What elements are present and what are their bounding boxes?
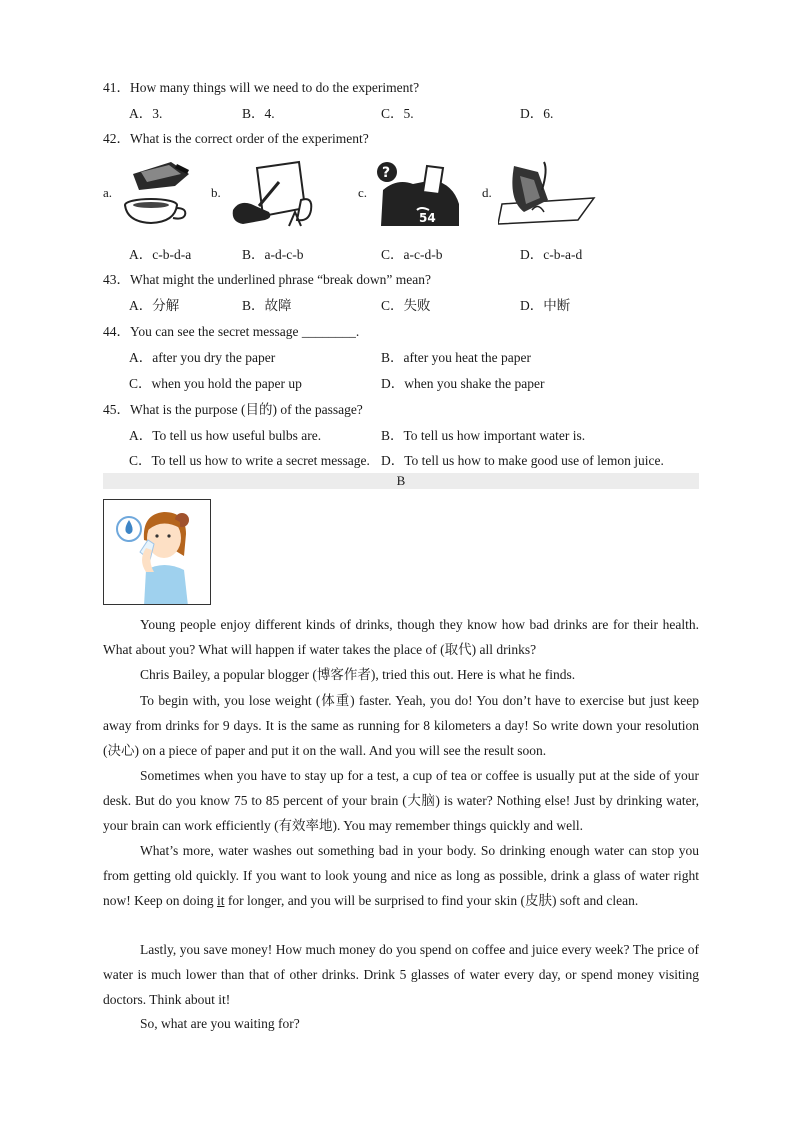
question-43-stem: 43．What might the underlined phrase “break down” mean?: [103, 272, 432, 287]
paper-over-flame-icon: [498, 160, 602, 228]
passage-paragraph-5: [103, 838, 699, 913]
person-with-question-mark-icon: [373, 160, 465, 228]
q42-picture-label-b: b.: [211, 185, 221, 200]
svg-text:?: ?: [382, 165, 391, 181]
q44-option-c[interactable]: C．when you hold the paper up: [129, 376, 302, 391]
q41-option-b[interactable]: B．4.: [242, 106, 275, 121]
q43-option-a[interactable]: A．分解: [129, 298, 180, 313]
q42-option-d[interactable]: D．c-b-a-d: [520, 247, 583, 262]
svg-text:54: 54: [419, 211, 436, 225]
q43-option-b[interactable]: B．故障: [242, 298, 292, 313]
passage-paragraph-7: So, what are you waiting for?: [140, 1016, 300, 1031]
question-45-stem: 45．What is the purpose (目的) of the passage?: [103, 402, 363, 417]
q43-option-c[interactable]: C．失败: [381, 298, 431, 313]
question-42-stem: 42．What is the correct order of the experiment?: [103, 131, 369, 146]
q44-option-b[interactable]: B．after you heat the paper: [381, 350, 531, 365]
question-44-stem: 44．You can see the secret message ________.: [103, 324, 360, 339]
passage-paragraph-4: Sometimes when you have to stay up for a test, a cup of tea or coffee is usually put at the side of your desk. But do you know 75 to 85 percent of your brain (大脑) is water? Nothing else! Just by drinking water, your brain can work efficiently (有效率地). You may remember things quickly and well.: [103, 768, 699, 833]
passage-paragraph-3: To begin with, you lose weight (体重) faster. Yeah, you do! You don’t have to exercise but just keep away from drinks for 9 days. It is the same as running for 8 kilometers a day! So write down your resolution (决心) on a piece of paper and put it on the wall. And you will see the result soon.: [103, 693, 699, 758]
section-b-header: B: [103, 473, 699, 489]
q44-option-a[interactable]: A．after you dry the paper: [129, 350, 276, 365]
paragraph-5-text-before: What’s more, water washes out something bad in your body. So drinking enough water can stop you from getting old quickly. If you want to look young and nice as long as possible, drink a glass of water right now! Keep on doing: [103, 843, 699, 908]
q45-option-b[interactable]: B．To tell us how important water is.: [381, 428, 586, 443]
passage-paragraph-6: Lastly, you save money! How much money do you spend on coffee and juice every week? The price of water is much lower than that of other drinks. Drink 5 glasses of water every day, or spend money visiting doctors. Think about it!: [103, 942, 699, 1007]
q42-picture-label-d: d.: [482, 185, 492, 200]
q41-option-a[interactable]: A．3.: [129, 106, 163, 121]
q41-option-c[interactable]: C．5.: [381, 106, 414, 121]
q42-picture-label-c: c.: [358, 185, 368, 200]
cup-with-paper-icon: [119, 160, 195, 228]
q42-option-c[interactable]: C．a-c-d-b: [381, 247, 443, 262]
paragraph-5-text-after: for longer, and you will be surprised to find your skin (皮肤) soft and clean.: [224, 893, 639, 908]
q43-option-d[interactable]: D．中断: [520, 298, 571, 313]
q42-picture-label-a: a.: [103, 185, 113, 200]
q45-option-c[interactable]: C．To tell us how to write a secret message.: [129, 453, 370, 468]
q45-option-d[interactable]: D．To tell us how to make good use of lemon juice.: [381, 453, 664, 468]
underlined-word-it: it: [216, 893, 225, 908]
q41-option-d[interactable]: D．6.: [520, 106, 554, 121]
hand-with-brush-and-paper-icon: [229, 160, 319, 228]
passage-paragraph-2: Chris Bailey, a popular blogger (博客作者), tried this out. Here is what he finds.: [140, 667, 576, 682]
passage-paragraph-1: Young people enjoy different kinds of drinks, though they know how bad drinks are for their health. What about you? What will happen if water takes the place of (取代) all drinks?: [103, 617, 699, 657]
woman-drinking-water-illustration: [103, 499, 211, 605]
q42-option-b[interactable]: B．a-d-c-b: [242, 247, 304, 262]
woman-drinking-water-icon: [104, 500, 211, 605]
q44-option-d[interactable]: D．when you shake the paper: [381, 376, 545, 391]
q45-option-a[interactable]: A．To tell us how useful bulbs are.: [129, 428, 322, 443]
q42-option-a[interactable]: A．c-b-d-a: [129, 247, 192, 262]
question-41-stem: 41．How many things will we need to do the experiment?: [103, 80, 420, 95]
